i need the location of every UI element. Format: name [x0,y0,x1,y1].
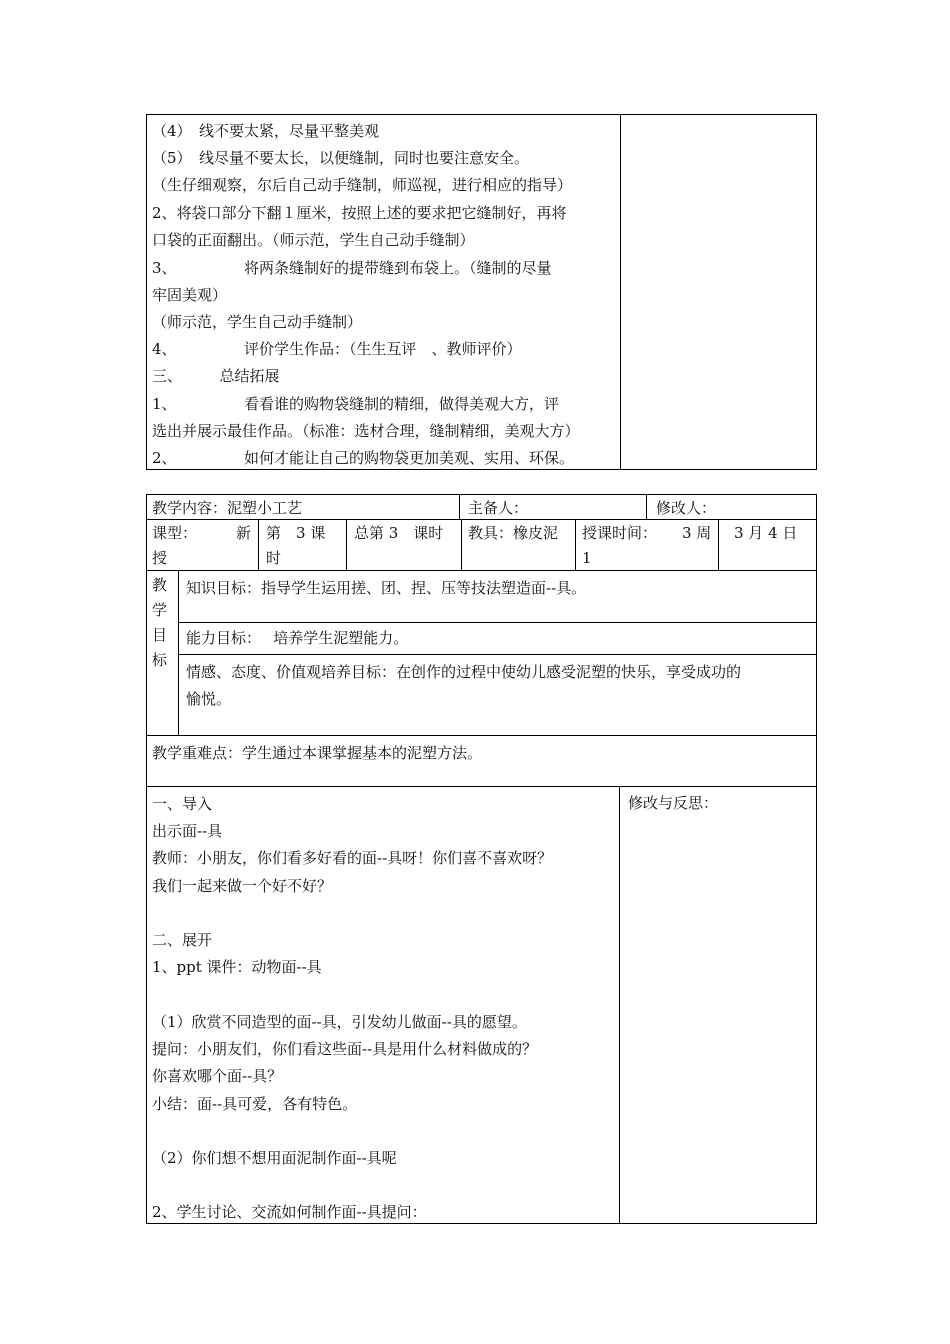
body-line-9: （1）欣赏不同造型的面--具，引发幼儿做面--具的愿望。 [152,1013,527,1031]
top-line-3: （生仔细观察，尔后自己动手缝制，师巡视，进行相应的指导） [152,176,573,194]
preparer-label: 主备人： [468,499,529,517]
emotion-goal-line-1: 情感、态度、价值观培养目标：在创作的过程中使幼儿感受泥塑的快乐，享受成功的 [186,663,742,681]
top-line-9: 4、 评价学生作品：（生生互评 、教师评价） [152,340,522,358]
top-line-6: 3、 将两条缝制好的提带缝到布袋上。（缝制的尽量 [152,259,552,277]
top-line-12: 选出并展示最佳作品。（标准：选材合理，缝制精细，美观大方） [152,422,580,440]
total-label: 总第 3 课时 [354,524,444,542]
period-label-2: 时 [266,549,282,567]
top-line-13: 2、 如何才能让自己的购物袋更加美观、实用、环保。 [152,449,575,467]
top-line-1: （4） 线不要太紧，尽量平整美观 [152,122,380,140]
objectives-char-1: 教 [152,576,168,594]
top-line-8: （师示范，学生自己动手缝制） [152,313,363,331]
ability-goal: 能力目标： 培养学生泥塑能力。 [186,629,409,647]
type-label: 课型： [152,524,198,542]
top-line-2: （5） 线尽量不要太长，以便缝制，同时也要注意安全。 [152,149,530,167]
time-week-2: 1 [582,549,592,567]
content-label: 教学内容：泥塑小工艺 [152,499,303,517]
objectives-char-2: 学 [152,601,168,619]
objectives-char-4: 标 [152,651,168,669]
body-line-6: 二、展开 [152,931,213,949]
body-line-1: 一、导入 [152,795,213,813]
key-points: 教学重难点：学生通过本课掌握基本的泥塑方法。 [152,744,483,762]
emotion-goal-line-2: 愉悦。 [186,690,232,708]
top-line-7: 牢固美观） [152,286,228,304]
top-line-10: 三、 总结拓展 [152,367,280,385]
body-line-2: 出示面--具 [152,822,223,840]
revise-reflect-label: 修改与反思： [628,794,719,812]
date-label: 3 月 4 日 [734,524,798,542]
body-line-10: 提问：小朋友们，你们看这些面--具是用什么材料做成的？ [152,1040,538,1058]
body-line-16: 2、学生讨论、交流如何制作面--具提问： [152,1203,427,1221]
top-line-5: 口袋的正面翻出。（师示范，学生自己动手缝制） [152,231,475,249]
tools-label: 教具：橡皮泥 [468,524,559,542]
body-line-14: （2）你们想不想用面泥制作面--具呢 [152,1149,397,1167]
knowledge-goal: 知识目标：指导学生运用搓、团、捏、压等技法塑造面--具。 [186,579,587,597]
top-line-4: 2、将袋口部分下翻１厘米，按照上述的要求把它缝制好，再将 [152,204,567,222]
top-line-11: 1、 看看谁的购物袋缝制的精细，做得美观大方，评 [152,395,560,413]
reviser-label: 修改人： [656,499,717,517]
objectives-char-3: 目 [152,626,168,644]
type-value: 新 [236,524,252,542]
body-line-3: 教师：小朋友，你们看多好看的面--具呀！你们喜不喜欢呀？ [152,849,553,867]
body-line-7: 1、ppt 课件：动物面--具 [152,958,322,976]
period-label: 第 3 课 [266,524,326,542]
type-value-2: 授 [152,549,168,567]
time-week: 3 周 [682,524,712,542]
body-line-4: 我们一起来做一个好不好？ [152,877,333,895]
body-line-12: 小结：面--具可爱，各有特色。 [152,1095,358,1113]
time-label: 授课时间： [582,524,658,542]
body-line-11: 你喜欢哪个面--具？ [152,1067,283,1085]
